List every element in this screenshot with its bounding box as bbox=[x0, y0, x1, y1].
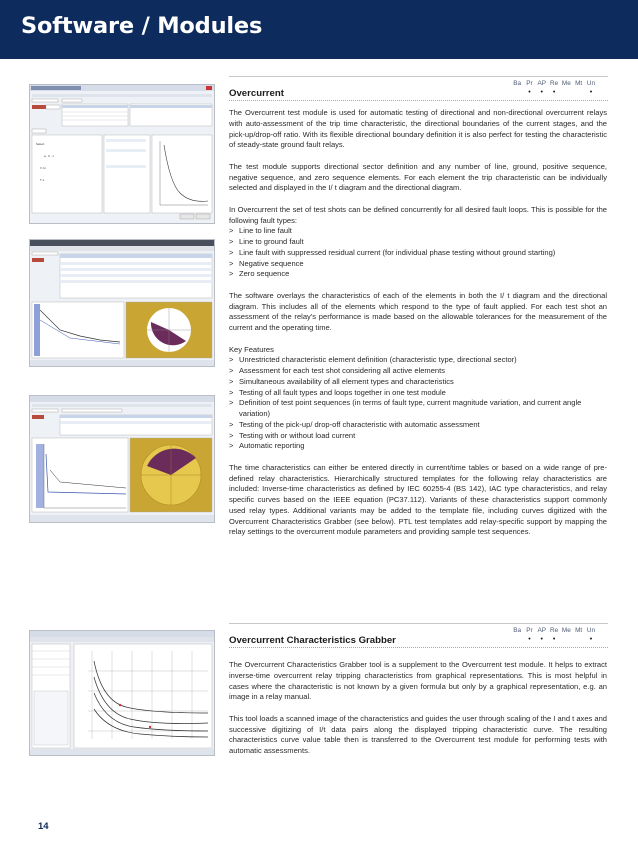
legend-marker bbox=[511, 88, 523, 97]
overcurrent-parameters-image bbox=[30, 85, 214, 223]
list-item: > Definition of test point sequences (in terms of fault type, current magnitude variation, and current angle variation) bbox=[229, 398, 607, 420]
legend-marker: • bbox=[528, 89, 531, 96]
legend-column-label: Ba bbox=[513, 80, 522, 87]
paragraph: The Overcurrent Characteristics Grabber tool is a supplement to the Overcurrent test module. It helps to extract inverse-time overcurrent relay tripping characteristics from graphical representations. This is most helpful in cases where the characteristic is not known by a given formula but only by a graphical representation, e.g. an image in a relay manual. bbox=[229, 660, 607, 702]
legend-column-label: Re bbox=[549, 627, 559, 634]
characteristics-grabber-image bbox=[30, 631, 214, 755]
legend-column-label: Mt bbox=[575, 80, 583, 87]
list-item: > Line to line fault bbox=[229, 226, 607, 237]
paragraph: The software overlays the characteristics of each of the elements in both the I/ t diagram and the directional diagram. This includes all of the elements which respond to the type of fault applied. For each test shot an assessment of the relay's performance is made based on the allowable tolerances for the measurement of the current and the operating time. bbox=[229, 290, 607, 332]
legend-column-label: Ba bbox=[513, 627, 522, 634]
legend-marker bbox=[572, 88, 584, 97]
section-separator bbox=[229, 76, 608, 77]
overcurrent-title: Overcurrent bbox=[229, 88, 284, 99]
svg-text:Select: Select bbox=[36, 142, 45, 146]
overcurrent-directional-image bbox=[30, 396, 214, 522]
list-item: > Negative sequence bbox=[229, 259, 607, 270]
overcurrent-test-view-image bbox=[30, 240, 214, 366]
list-item: > Testing with or without load current bbox=[229, 431, 607, 442]
legend-column-label: Mt bbox=[575, 627, 583, 634]
list-item: > Zero sequence bbox=[229, 269, 607, 280]
legend-marker: • bbox=[589, 89, 593, 96]
legend-header-row bbox=[511, 79, 597, 88]
legend-column-label: Pr bbox=[526, 627, 533, 634]
list-item: > Testing of all fault types and loops together in one test module bbox=[229, 388, 607, 399]
legend-marker bbox=[560, 88, 572, 97]
legend-column-label: AP bbox=[537, 627, 546, 634]
legend-marker bbox=[511, 635, 523, 644]
list-item: > Line fault with suppressed residual current (for individual phase testing without ground starting) bbox=[229, 248, 607, 259]
legend-column-label: Me bbox=[561, 80, 571, 87]
legend-column-label: Me bbox=[561, 627, 571, 634]
paragraph: The Overcurrent test module is used for automatic testing of directional and non-directional overcurrent relays with auto-assessment of the trip time characteristic, the directional boundaries of the current stages, and the pick-up/drop-off ratio. With its flexible directional boundary definition it is also perfect for testing the characteristic of steady-state ground fault relays. bbox=[229, 108, 607, 150]
legend-marker bbox=[560, 635, 572, 644]
paragraph: The test module supports directional sector definition and any number of line, ground, positive sequence, negative sequence, and zero sequence elements. For each element the trip characteristic can be individually selected and displayed in the I/ t diagram and the directional diagram. bbox=[229, 161, 607, 193]
paragraph: In Overcurrent the set of test shots can be defined concurrently for all desired fault loops. This is possible for the following fault types: bbox=[229, 204, 607, 225]
legend-marker: • bbox=[540, 636, 543, 643]
list-item: > Automatic reporting bbox=[229, 441, 607, 452]
list-item: > Unrestricted characteristic element definition (characteristic type, directional sector) bbox=[229, 355, 607, 366]
legend-header-row bbox=[511, 626, 597, 635]
page-header bbox=[0, 0, 638, 59]
legend-marker: • bbox=[552, 636, 556, 643]
overcurrent-body bbox=[229, 108, 607, 538]
legend-marker bbox=[572, 635, 584, 644]
legend-column-label: Re bbox=[549, 80, 559, 87]
legend-column-label: Un bbox=[586, 627, 596, 634]
legend-column-label: Pr bbox=[526, 80, 533, 87]
legend-marker: • bbox=[552, 89, 556, 96]
legend-column-label: AP bbox=[537, 80, 546, 87]
grabber-body bbox=[229, 660, 607, 757]
list-item: > Simultaneous availability of all element types and characteristics bbox=[229, 377, 607, 388]
legend-column-label: Un bbox=[586, 80, 596, 87]
grabber-title: Overcurrent Characteristics Grabber bbox=[229, 635, 396, 646]
svg-text:a · b · c: a · b · c bbox=[44, 154, 55, 158]
legend-marker: • bbox=[528, 636, 531, 643]
legend-marker: • bbox=[540, 89, 543, 96]
legend-marker-row bbox=[511, 635, 597, 644]
section-separator bbox=[229, 623, 608, 624]
key-features-title: Key Features bbox=[229, 344, 274, 354]
paragraph: This tool loads a scanned image of the characteristics and guides the user through scaling of the I and t axes and successive digitizing of I/t data pairs along the displayed tripping characteristic curve. The resulting characteristics curve value table then is transferred to the Overcurrent test module for performing tests with automatic assessments. bbox=[229, 713, 607, 755]
overcurrent-license-legend bbox=[511, 79, 597, 97]
screenshot-overcurrent-test-view bbox=[29, 239, 215, 367]
svg-text:I> In: I> In bbox=[40, 166, 46, 170]
page-title: Software / Modules bbox=[21, 13, 263, 39]
paragraph: The time characteristics can either be entered directly in current/time tables or based on a wide range of pre-defined relay characteristics. Hierarchically structured templates for the following relay characteristics are included: Inverse-time characteristics as defined by IEC 60255-4 (BS 142), IAC type characteristics, and relay specific curves based on the IEEE equation (PC37.112). Variants of these characteristics support commonly used relay types. Additional variants may be added to the template file, including curves digitized with the Overcurrent Characteristics Grabber (see below). PTL test templates add relay-specific support by mapping the relay settings to the overcurrent module parameters and providing sample test sequences. bbox=[229, 462, 607, 537]
title-underline bbox=[229, 647, 608, 649]
screenshot-overcurrent-parameters bbox=[29, 84, 215, 224]
legend-marker-row bbox=[511, 88, 597, 97]
grabber-license-legend bbox=[511, 626, 597, 644]
screenshot-characteristics-grabber bbox=[29, 630, 215, 756]
legend-marker: • bbox=[589, 636, 593, 643]
screenshot-overcurrent-directional bbox=[29, 395, 215, 523]
title-underline bbox=[229, 100, 608, 102]
list-item: > Testing of the pick-up/ drop-off characteristic with automatic assessment bbox=[229, 420, 607, 431]
list-item: > Assessment for each test shot considering all active elements bbox=[229, 366, 607, 377]
svg-text:T s: T s bbox=[40, 178, 45, 182]
list-item: > Line to ground fault bbox=[229, 237, 607, 248]
page-number: 14 bbox=[38, 821, 49, 832]
